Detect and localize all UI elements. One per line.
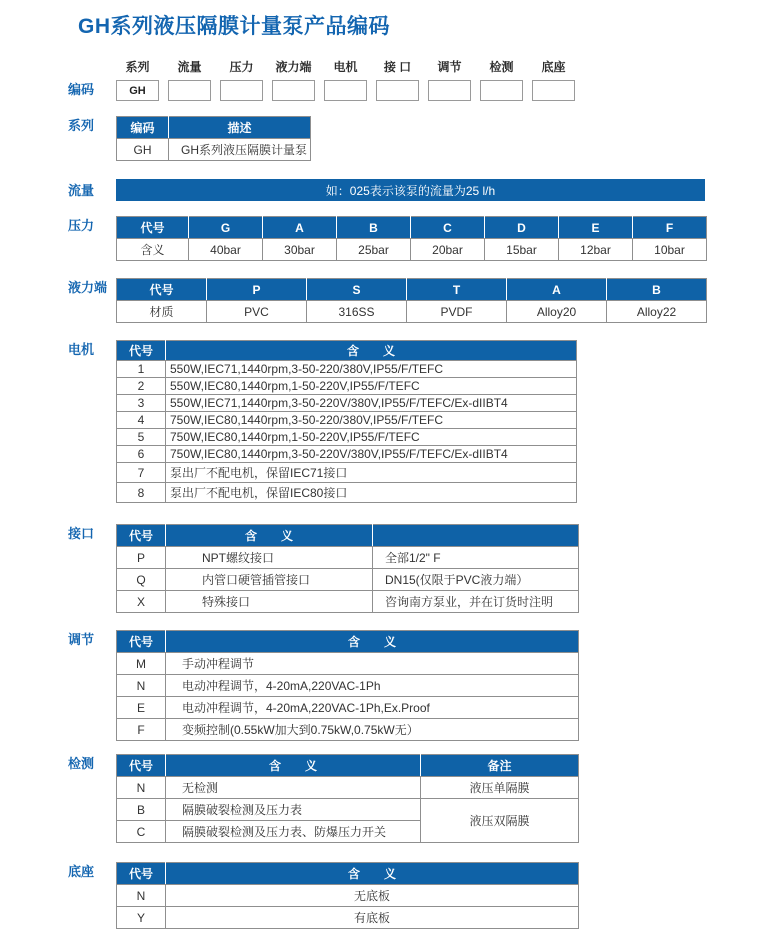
flow-side-label: 流量 xyxy=(68,183,95,198)
pressure-row-label: 含义 xyxy=(117,239,189,261)
liquid-end-value: 316SS xyxy=(307,301,407,323)
liquid-end-value: Alloy20 xyxy=(507,301,607,323)
motor-desc: 750W,IEC80,1440rpm,3-50-220V/380V,IP55/F/TEFC/Ex-dIIBT4 xyxy=(166,446,577,463)
interface-code: X xyxy=(117,591,166,613)
series-section xyxy=(68,116,780,161)
table-row xyxy=(117,653,579,675)
motor-table xyxy=(116,340,577,503)
pressure-code: F xyxy=(633,217,707,239)
coding-box-pressure xyxy=(220,80,263,101)
interface-remark: 咨询南方泵业，并在订货时注明 xyxy=(373,591,579,613)
adjustment-code: F xyxy=(117,719,166,741)
coding-field-detection xyxy=(480,58,523,101)
table-row xyxy=(117,569,579,591)
coding-field-base xyxy=(532,58,575,101)
detection-code: N xyxy=(117,777,166,799)
table-row xyxy=(117,395,577,412)
liquid-end-value: Alloy22 xyxy=(607,301,707,323)
coding-field-series xyxy=(116,58,159,101)
table-row xyxy=(117,799,579,821)
motor-section xyxy=(68,340,780,503)
motor-code: 8 xyxy=(117,483,166,503)
coding-box-detection xyxy=(480,80,523,101)
series-header-desc: 描述 xyxy=(169,117,311,139)
interface-desc: 内管口硬管插管接口 xyxy=(166,569,373,591)
interface-section xyxy=(68,524,780,613)
table-row xyxy=(117,547,579,569)
coding-side-label: 编码 xyxy=(68,82,95,97)
table-row xyxy=(117,591,579,613)
table-row xyxy=(117,675,579,697)
coding-fields xyxy=(116,58,575,101)
base-desc: 有底板 xyxy=(166,907,579,929)
adjustment-table xyxy=(116,630,579,741)
interface-header-remark xyxy=(373,525,579,547)
adjustment-desc: 电动冲程调节，4-20mA,220VAC-1Ph xyxy=(166,675,579,697)
interface-code: P xyxy=(117,547,166,569)
interface-table xyxy=(116,524,579,613)
table-row xyxy=(117,719,579,741)
liquid-end-row-label: 材质 xyxy=(117,301,207,323)
base-header-row xyxy=(117,863,579,885)
coding-field-label: 电机 xyxy=(333,60,358,74)
table-row xyxy=(117,139,311,161)
interface-header-row xyxy=(117,525,579,547)
motor-header-code: 代号 xyxy=(117,341,166,361)
coding-box-base xyxy=(532,80,575,101)
pressure-table xyxy=(116,216,707,261)
table-row xyxy=(117,697,579,719)
base-code: N xyxy=(117,885,166,907)
base-table xyxy=(116,862,579,929)
motor-desc: 550W,IEC71,1440rpm,3-50-220V/380V,IP55/F/TEFC/Ex-dIIBT4 xyxy=(166,395,577,412)
liquid-end-section xyxy=(68,278,780,323)
liquid-end-header-label: 代号 xyxy=(117,279,207,301)
motor-code: 5 xyxy=(117,429,166,446)
coding-field-label: 调节 xyxy=(437,60,462,74)
pressure-header-label: 代号 xyxy=(117,217,189,239)
page-title: GH系列液压隔膜计量泵产品编码 xyxy=(78,15,390,38)
series-header-code: 编码 xyxy=(117,117,169,139)
adjustment-desc: 变频控制(0.55kW加大到0.75kW,0.75kW无） xyxy=(166,719,579,741)
table-row xyxy=(117,412,577,429)
coding-box-interface xyxy=(376,80,419,101)
pressure-header-row xyxy=(117,217,707,239)
series-table xyxy=(116,116,311,161)
adjustment-header-desc: 含 义 xyxy=(166,631,579,653)
interface-header-code: 代号 xyxy=(117,525,166,547)
detection-remark-double: 液压双隔膜 xyxy=(421,799,579,843)
pressure-side-label: 压力 xyxy=(68,218,95,233)
motor-header-desc: 含 义 xyxy=(166,341,577,361)
adjustment-code: E xyxy=(117,697,166,719)
detection-section xyxy=(68,754,780,843)
detection-table xyxy=(116,754,579,843)
liquid-end-code: S xyxy=(307,279,407,301)
detection-header-remark: 备注 xyxy=(421,755,579,777)
interface-remark: DN15(仅限于PVC液力端） xyxy=(373,569,579,591)
table-row xyxy=(117,885,579,907)
liquid-end-side-label: 液力端 xyxy=(68,280,108,295)
coding-field-label: 流量 xyxy=(177,60,202,74)
detection-code: B xyxy=(117,799,166,821)
interface-side-label: 接口 xyxy=(68,526,95,541)
coding-field-liquid-end xyxy=(272,58,315,101)
table-row xyxy=(117,483,577,503)
table-row xyxy=(117,777,579,799)
pressure-value: 25bar xyxy=(337,239,411,261)
motor-side-label: 电机 xyxy=(68,342,95,357)
coding-field-pressure xyxy=(220,58,263,101)
interface-code: Q xyxy=(117,569,166,591)
table-row xyxy=(117,301,707,323)
motor-desc: 550W,IEC80,1440rpm,1-50-220V,IP55/F/TEFC xyxy=(166,378,577,395)
detection-code: C xyxy=(117,821,166,843)
detection-header-code: 代号 xyxy=(117,755,166,777)
liquid-end-code: B xyxy=(607,279,707,301)
coding-field-label: 系列 xyxy=(125,60,150,74)
adjustment-desc: 手动冲程调节 xyxy=(166,653,579,675)
coding-field-label: 底座 xyxy=(541,60,566,74)
coding-box-series: GH xyxy=(116,80,159,101)
pressure-value: 15bar xyxy=(485,239,559,261)
pressure-value: 20bar xyxy=(411,239,485,261)
series-header-row xyxy=(117,117,311,139)
pressure-code: E xyxy=(559,217,633,239)
pressure-value: 40bar xyxy=(189,239,263,261)
liquid-end-value: PVC xyxy=(207,301,307,323)
coding-box-liquid-end xyxy=(272,80,315,101)
adjustment-header-row xyxy=(117,631,579,653)
liquid-end-table xyxy=(116,278,707,323)
table-row xyxy=(117,907,579,929)
pressure-code: D xyxy=(485,217,559,239)
series-desc-cell: GH系列液压隔膜计量泵 xyxy=(169,139,311,161)
motor-code: 1 xyxy=(117,361,166,378)
adjustment-header-code: 代号 xyxy=(117,631,166,653)
pressure-code: A xyxy=(263,217,337,239)
coding-field-label: 接 口 xyxy=(383,60,412,74)
adjustment-code: M xyxy=(117,653,166,675)
detection-header-row xyxy=(117,755,579,777)
coding-box-adjustment xyxy=(428,80,471,101)
table-row xyxy=(117,239,707,261)
series-code-cell: GH xyxy=(117,139,169,161)
adjustment-desc: 电动冲程调节，4-20mA,220VAC-1Ph,Ex.Proof xyxy=(166,697,579,719)
interface-remark: 全部1/2" F xyxy=(373,547,579,569)
motor-desc: 750W,IEC80,1440rpm,1-50-220V,IP55/F/TEFC xyxy=(166,429,577,446)
motor-code: 6 xyxy=(117,446,166,463)
pressure-section xyxy=(68,216,780,261)
liquid-end-code: P xyxy=(207,279,307,301)
table-row xyxy=(117,463,577,483)
motor-desc: 泵出厂不配电机，保留IEC80接口 xyxy=(166,483,577,503)
coding-field-label: 液力端 xyxy=(275,60,312,74)
interface-desc: NPT螺纹接口 xyxy=(166,547,373,569)
base-section xyxy=(68,862,780,929)
base-desc: 无底板 xyxy=(166,885,579,907)
pressure-code: B xyxy=(337,217,411,239)
detection-desc: 隔膜破裂检测及压力表、防爆压力开关 xyxy=(166,821,421,843)
base-header-desc: 含 义 xyxy=(166,863,579,885)
motor-code: 4 xyxy=(117,412,166,429)
coding-field-motor xyxy=(324,58,367,101)
flow-note-bar: 如：025表示该泵的流量为25 l/h xyxy=(116,179,705,201)
table-row xyxy=(117,446,577,463)
coding-field-adjustment xyxy=(428,58,471,101)
motor-desc: 泵出厂不配电机，保留IEC71接口 xyxy=(166,463,577,483)
liquid-end-code: A xyxy=(507,279,607,301)
table-row xyxy=(117,361,577,378)
detection-desc: 隔膜破裂检测及压力表 xyxy=(166,799,421,821)
adjustment-side-label: 调节 xyxy=(68,632,95,647)
pressure-value: 10bar xyxy=(633,239,707,261)
coding-field-interface xyxy=(376,58,419,101)
detection-header-desc: 含 义 xyxy=(166,755,421,777)
interface-header-desc: 含 义 xyxy=(166,525,373,547)
detection-remark-single: 液压单隔膜 xyxy=(421,777,579,799)
liquid-end-code: T xyxy=(407,279,507,301)
coding-box-flow xyxy=(168,80,211,101)
motor-header-row xyxy=(117,341,577,361)
pressure-code: C xyxy=(411,217,485,239)
table-row xyxy=(117,378,577,395)
coding-section xyxy=(68,58,780,101)
pressure-value: 30bar xyxy=(263,239,337,261)
interface-desc: 特殊接口 xyxy=(166,591,373,613)
coding-field-label: 压力 xyxy=(229,60,254,74)
table-row xyxy=(117,429,577,446)
coding-field-label: 检测 xyxy=(489,60,514,74)
flow-section xyxy=(68,179,780,201)
base-header-code: 代号 xyxy=(117,863,166,885)
adjustment-code: N xyxy=(117,675,166,697)
motor-code: 7 xyxy=(117,463,166,483)
pressure-code: G xyxy=(189,217,263,239)
detection-desc: 无检测 xyxy=(166,777,421,799)
series-side-label: 系列 xyxy=(68,118,95,133)
motor-desc: 750W,IEC80,1440rpm,3-50-220/380V,IP55/F/TEFC xyxy=(166,412,577,429)
coding-box-motor xyxy=(324,80,367,101)
motor-code: 3 xyxy=(117,395,166,412)
adjustment-section xyxy=(68,630,780,741)
pressure-value: 12bar xyxy=(559,239,633,261)
coding-field-flow xyxy=(168,58,211,101)
motor-code: 2 xyxy=(117,378,166,395)
motor-desc: 550W,IEC71,1440rpm,3-50-220/380V,IP55/F/TEFC xyxy=(166,361,577,378)
detection-side-label: 检测 xyxy=(68,756,95,771)
base-side-label: 底座 xyxy=(68,864,95,879)
liquid-end-value: PVDF xyxy=(407,301,507,323)
liquid-end-header-row xyxy=(117,279,707,301)
base-code: Y xyxy=(117,907,166,929)
